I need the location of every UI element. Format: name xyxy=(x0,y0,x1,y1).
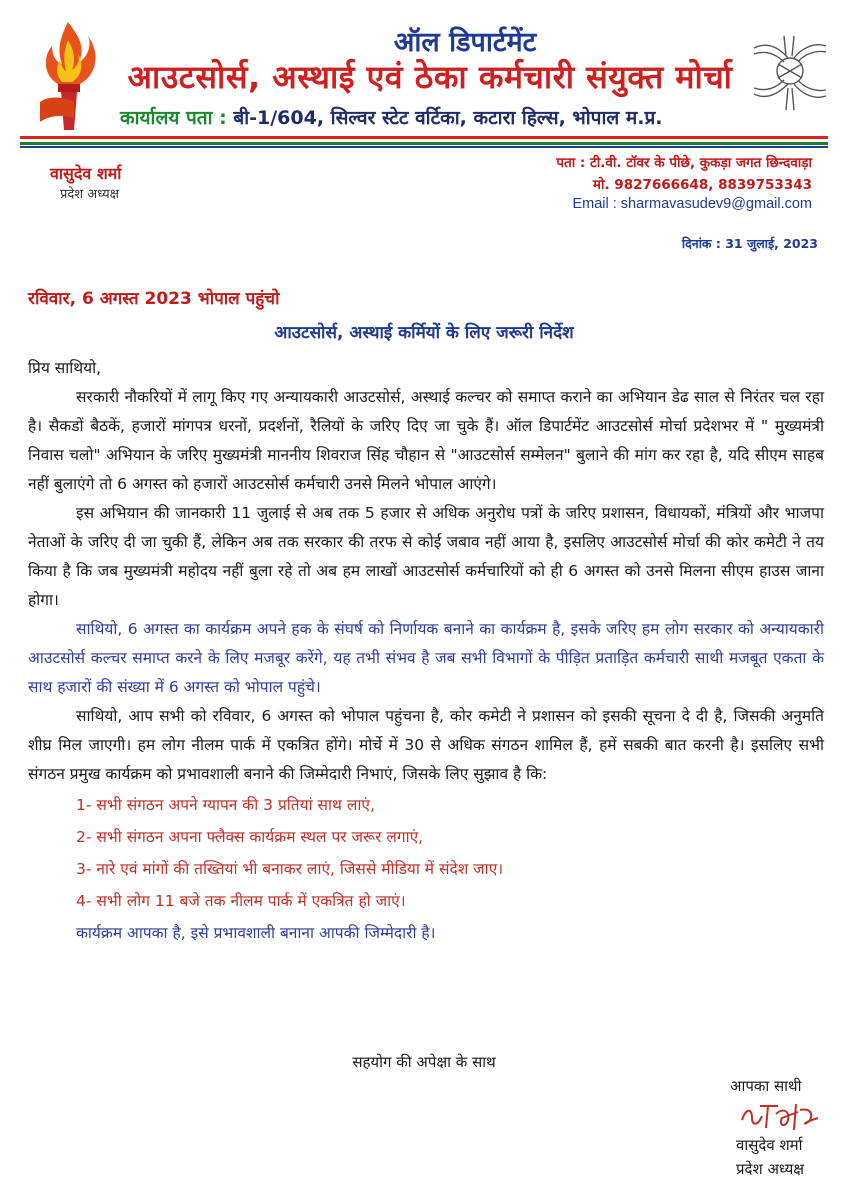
letter-subject: रविवार, 6 अगस्त 2023 भोपाल पहुंचो xyxy=(28,289,280,309)
office-address-label: कार्यालय पता : xyxy=(120,107,227,129)
president-name: वासुदेव शर्मा xyxy=(50,164,122,183)
torch-logo-icon xyxy=(28,18,108,136)
suggestion-item: 2- सभी संगठन अपना फ्लैक्स कार्यक्रम स्थल पर जरूर लगाएं, xyxy=(76,828,424,846)
president-title: प्रदेश अध्यक्ष xyxy=(60,187,119,202)
department-title: ऑल डिपार्टमेंट xyxy=(393,27,537,58)
header-divider-blue xyxy=(20,146,828,148)
closing-statement: कार्यक्रम आपका है, इसे प्रभावशाली बनाना आपकी जिम्मेदारी है। xyxy=(76,924,436,942)
paragraph: सरकारी नौकरियों में लागू किए गए अन्यायकारी आउटसोर्स, अस्थाई कल्चर को समाप्त कराने का अभियान डेढ साल से निरंतर चल रहा है। सैकडों बैठकें, हजारों मांगपत्र धरनों, प्रदर्शनों, रैलियों के जरिए दिए जा चुके हैं। ऑल डिपार्टमेंट आउटसोर्स मोर्चा प्रदेशभर में " मुख्यमंत्री निवास चलो" अभियान के जरिए मुख्यमंत्री माननीय शिवराज सिंह चौहान से "आउटसोर्स सम्मेलन" बुलाने की मांग कर रहा है, यदि सीएम साहब नहीं बुलाएंगे तो 6 अगस्त को हजारों आउटसोर्स कर्मचारी उनसे मिलने भोपाल आएंगे। xyxy=(28,388,824,493)
hands-unity-logo-icon xyxy=(748,28,832,118)
contact-mobile: मो. 9827666648, 8839753343 xyxy=(592,177,812,193)
office-address-value: बी-1/604, सिल्वर स्टेट वर्टिका, कटारा हिल्स, भोपाल म.प्र. xyxy=(233,107,663,129)
suggestion-item: 3- नारे एवं मांगों की तख्तियां भी बनाकर लाएं, जिससे मीडिया में संदेश जाए। xyxy=(76,860,504,878)
header-divider-green xyxy=(20,142,828,145)
letter-heading: आउटसोर्स, अस्थाई कर्मियों के लिए जरूरी निर्देश xyxy=(274,323,574,343)
contact-email[interactable]: Email : sharmavasudev9@gmail.com xyxy=(572,196,812,212)
suggestion-list xyxy=(28,789,824,917)
signatory-name: वासुदेव शर्मा xyxy=(736,1136,803,1154)
header-divider-red xyxy=(20,136,828,139)
contact-address: पता : टी.वी. टॉवर के पीछे, कुकड़ा जगत छिन्दवाड़ा xyxy=(556,155,812,171)
suggestion-item: 1- सभी संगठन अपने ग्यापन की 3 प्रतियां साथ लाएं, xyxy=(76,796,375,814)
paragraph: इस अभियान की जानकारी 11 जुलाई से अब तक 5 हजार से अधिक अनुरोध पत्रों के जरिए प्रशासन, विधायकों, मंत्रियों और भाजपा नेताओं के जरिए दी जा चुकी हैं, लेकिन अब तक सरकार की तरफ से कोई जबाव नहीं आया है, इसलिए आउटसोर्स मोर्चा की कोर कमेटी ने तय किया है कि जब मुख्यमंत्री महोदय नहीं बुला रहे तो अब हम लाखों आउटसोर्स कर्मचारियों को ही 6 अगस्त को उनसे मिलना सीएम हाउस जाना होगा। xyxy=(28,504,824,609)
paragraph: साथियो, 6 अगस्त का कार्यक्रम अपने हक के संघर्ष को निर्णायक बनाने का कार्यक्रम है, इसके जरिए हम लोग सरकार को अन्यायकारी आउटसोर्स कल्चर समाप्त करने के लिए मजबूर करेंगे, यह तभी संभव है जब सभी विभागों के पीड़ित प्रताड़ित कर्मचारी साथी मजबूत एकता के साथ हजारों की संख्या में 6 अगस्त को भोपाल पहुंचे। xyxy=(28,620,824,696)
sign-off: आपका साथी xyxy=(730,1077,802,1095)
organization-title: आउटसोर्स, अस्थाई एवं ठेका कर्मचारी संयुक्त मोर्चा xyxy=(127,58,733,96)
letter-date: दिनांक : 31 जुलाई, 2023 xyxy=(681,236,818,251)
office-address xyxy=(120,104,760,130)
paragraph: साथियो, आप सभी को रविवार, 6 अगस्त को भोपाल पहुंचना है, कोर कमेटी ने प्रशासन को इसकी सूचना दे दी है, जिसकी अनुमति शीघ्र मिल जाएगी। हम लोग नीलम पार्क में एकत्रित होंगे। मोर्चे में 30 से अधिक संगठन शामिल हैं, हमें सबकी बात करनी है। इसलिए सभी संगठन प्रमुख कार्यक्रम को प्रभावशाली बनाने की जिम्मेदारी निभाएं, जिसके लिए सुझाव है कि: xyxy=(28,707,824,783)
closing-remark: सहयोग की अपेक्षा के साथ xyxy=(352,1053,496,1071)
greeting: प्रिय साथियो, xyxy=(28,359,102,377)
signatory-title: प्रदेश अध्यक्ष xyxy=(736,1160,805,1178)
letter-body xyxy=(28,354,824,949)
signature-icon xyxy=(738,1098,822,1134)
suggestion-item: 4- सभी लोग 11 बजे तक नीलम पार्क में एकत्रित हो जाएं। xyxy=(76,892,406,910)
